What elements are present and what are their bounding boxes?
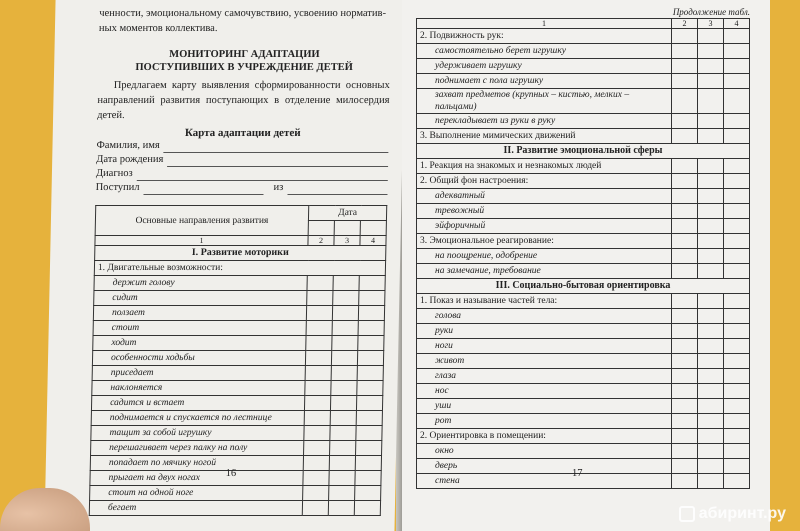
date-cell bbox=[672, 29, 698, 44]
table-row bbox=[91, 426, 382, 441]
item-label: захват предметов (крупных – кистью, мелких – пальцами) bbox=[417, 89, 672, 114]
date-cell bbox=[303, 471, 329, 486]
date-cell bbox=[357, 351, 383, 366]
category-label: 1. Реакция на знакомых и незнакомых людей bbox=[417, 159, 672, 174]
field-birth bbox=[96, 153, 388, 167]
item-label: держит голову bbox=[94, 276, 307, 291]
date-cell bbox=[698, 219, 724, 234]
table-row bbox=[417, 59, 750, 74]
date-cell bbox=[672, 384, 698, 399]
date-cell bbox=[331, 381, 357, 396]
date-cell bbox=[698, 264, 724, 279]
field-birth-line bbox=[167, 155, 388, 167]
date-cell bbox=[359, 291, 385, 306]
category-label: 2. Ориентировка в помещении: bbox=[417, 429, 672, 444]
item-label: дверь bbox=[417, 459, 672, 474]
adaptation-table-left bbox=[89, 205, 388, 516]
table-row bbox=[417, 44, 750, 59]
item-label: руки bbox=[417, 324, 672, 339]
adaptation-table-right bbox=[416, 18, 750, 489]
date-cell bbox=[672, 74, 698, 89]
date-cell bbox=[698, 354, 724, 369]
field-admitted-label: Поступил bbox=[95, 182, 140, 193]
date-cell bbox=[329, 456, 355, 471]
table-row bbox=[417, 74, 750, 89]
item-label: прыгает на двух ногах bbox=[90, 471, 303, 486]
item-label: стена bbox=[417, 474, 672, 489]
item-label: ползает bbox=[93, 306, 306, 321]
date-cell bbox=[304, 396, 330, 411]
date-cell bbox=[698, 234, 724, 249]
continuation-note: Продолжение табл. bbox=[672, 7, 750, 17]
date-cell bbox=[672, 399, 698, 414]
left-page bbox=[44, 0, 405, 531]
table-row bbox=[92, 351, 383, 366]
item-label: приседает bbox=[92, 366, 305, 381]
date-cell bbox=[724, 324, 750, 339]
date-cell bbox=[306, 336, 332, 351]
header-main: Основные направления развития bbox=[95, 206, 309, 236]
date-cell bbox=[672, 189, 698, 204]
date-cell bbox=[672, 429, 698, 444]
table-row bbox=[417, 189, 750, 204]
date-cell bbox=[330, 441, 356, 456]
date-cell bbox=[306, 321, 332, 336]
item-label: живот bbox=[417, 354, 672, 369]
date-cell bbox=[358, 306, 384, 321]
date-cell bbox=[307, 276, 333, 291]
date-cell bbox=[698, 414, 724, 429]
column-number-row bbox=[417, 19, 750, 29]
table-row bbox=[417, 234, 750, 249]
date-cell bbox=[724, 29, 750, 44]
date-cell bbox=[357, 366, 383, 381]
field-from-label: из bbox=[273, 182, 284, 193]
date-cell bbox=[305, 381, 331, 396]
item-label: эйфоричный bbox=[417, 219, 672, 234]
intro-paragraph: Предлагаем карту выявления сформированности основных направлений развития поступающих в отделение милосердия детей. bbox=[97, 80, 390, 121]
date-cell bbox=[724, 189, 750, 204]
item-label: голова bbox=[417, 309, 672, 324]
table-row bbox=[417, 174, 750, 189]
date-cell bbox=[332, 306, 358, 321]
date-cell bbox=[672, 249, 698, 264]
date-cell bbox=[724, 219, 750, 234]
date-cell bbox=[672, 234, 698, 249]
date-cell bbox=[672, 174, 698, 189]
date-cell bbox=[305, 351, 331, 366]
date-cell bbox=[698, 309, 724, 324]
date-cell bbox=[358, 321, 384, 336]
date-cell bbox=[724, 59, 750, 74]
item-label: адекватный bbox=[417, 189, 672, 204]
date-cell bbox=[724, 459, 750, 474]
column-number-row bbox=[95, 236, 386, 246]
date-cell bbox=[724, 384, 750, 399]
date-cell bbox=[698, 429, 724, 444]
table-row bbox=[417, 324, 750, 339]
date-cell bbox=[356, 411, 382, 426]
date-cell bbox=[331, 366, 357, 381]
date-cell bbox=[698, 29, 724, 44]
date-cell bbox=[355, 456, 381, 471]
column-number: 2 bbox=[672, 19, 698, 29]
date-cell bbox=[698, 369, 724, 384]
column-number: 1 bbox=[95, 236, 308, 246]
date-cell bbox=[698, 174, 724, 189]
date-cell bbox=[698, 444, 724, 459]
date-cell bbox=[330, 426, 356, 441]
table-row bbox=[417, 144, 750, 159]
section-row bbox=[95, 246, 386, 261]
date-cell bbox=[307, 291, 333, 306]
table-row bbox=[417, 264, 750, 279]
item-label: тащит за собой игрушку bbox=[91, 426, 304, 441]
date-cell bbox=[304, 426, 330, 441]
item-label: бегает bbox=[89, 501, 302, 516]
table-row bbox=[417, 29, 750, 44]
date-cell bbox=[724, 44, 750, 59]
table-row bbox=[91, 411, 382, 426]
date-cell bbox=[672, 204, 698, 219]
column-number: 4 bbox=[724, 19, 750, 29]
date-cell bbox=[698, 339, 724, 354]
field-from-line bbox=[287, 183, 388, 195]
date-cell bbox=[329, 471, 355, 486]
item-label: окно bbox=[417, 444, 672, 459]
date-cell bbox=[672, 59, 698, 74]
field-name bbox=[96, 139, 388, 153]
table-row bbox=[417, 279, 750, 294]
date-cell bbox=[331, 351, 357, 366]
date-cell bbox=[724, 429, 750, 444]
table-row bbox=[417, 204, 750, 219]
card-title: Карта адаптации детей bbox=[184, 127, 301, 139]
table-row bbox=[417, 459, 750, 474]
date-cell bbox=[305, 366, 331, 381]
table-row bbox=[417, 369, 750, 384]
table-row bbox=[417, 219, 750, 234]
table-row bbox=[417, 159, 750, 174]
date-cell bbox=[698, 294, 724, 309]
column-number: 4 bbox=[360, 236, 386, 246]
date-cell bbox=[724, 414, 750, 429]
date-cell bbox=[698, 89, 724, 114]
date-cell bbox=[698, 59, 724, 74]
date-cell bbox=[672, 459, 698, 474]
item-label: поднимает с пола игрушку bbox=[417, 74, 672, 89]
item-label: ходит bbox=[93, 336, 306, 351]
date-cell bbox=[724, 309, 750, 324]
date-cell bbox=[304, 411, 330, 426]
item-label: сидит bbox=[94, 291, 307, 306]
table-row bbox=[417, 429, 750, 444]
item-label: наклоняется bbox=[92, 381, 305, 396]
date-cell bbox=[672, 219, 698, 234]
date-cell bbox=[330, 396, 356, 411]
date-cell bbox=[672, 369, 698, 384]
page-number-left: 16 bbox=[225, 468, 237, 479]
date-cell bbox=[672, 324, 698, 339]
table-row bbox=[417, 294, 750, 309]
category-label: 3. Эмоциональное реагирование: bbox=[417, 234, 672, 249]
date-cell bbox=[698, 204, 724, 219]
date-cell bbox=[672, 159, 698, 174]
table-row bbox=[417, 399, 750, 414]
item-label: перешагивает через палку на полу bbox=[91, 441, 304, 456]
date-cell bbox=[724, 474, 750, 489]
date-cell bbox=[672, 264, 698, 279]
table-row bbox=[90, 486, 381, 501]
date-cell bbox=[359, 276, 385, 291]
item-label: стоит на одной ноге bbox=[90, 486, 303, 501]
item-label: тревожный bbox=[417, 204, 672, 219]
watermark-text: абиринт.ру bbox=[698, 505, 786, 522]
watermark bbox=[679, 505, 786, 523]
date-cell bbox=[356, 441, 382, 456]
item-label: попадает по мячику ногой bbox=[90, 456, 303, 471]
date-cell bbox=[698, 399, 724, 414]
table-row bbox=[417, 384, 750, 399]
date-cell bbox=[356, 426, 382, 441]
table-row bbox=[417, 414, 750, 429]
date-cell bbox=[329, 486, 355, 501]
item-label: поднимается и спускается по лестнице bbox=[91, 411, 304, 426]
date-cell bbox=[306, 306, 332, 321]
item-label: уши bbox=[417, 399, 672, 414]
date-cell bbox=[357, 381, 383, 396]
date-cell bbox=[698, 474, 724, 489]
right-page bbox=[402, 0, 770, 531]
date-cell bbox=[672, 339, 698, 354]
item-label: на поощрение, одобрение bbox=[417, 249, 672, 264]
intro-text: ченности, эмоциональному самочувствию, усвоению норматив- ных моментов коллектива. bbox=[98, 8, 387, 34]
date-cell bbox=[724, 234, 750, 249]
table-row bbox=[91, 396, 382, 411]
table-row bbox=[417, 444, 750, 459]
table-row bbox=[417, 354, 750, 369]
field-admitted-line bbox=[143, 183, 263, 195]
date-cell bbox=[724, 339, 750, 354]
header-date: Дата bbox=[308, 206, 386, 221]
header-date-col bbox=[308, 221, 334, 236]
date-cell bbox=[333, 291, 359, 306]
date-cell bbox=[358, 336, 384, 351]
item-label: особенности ходьбы bbox=[92, 351, 305, 366]
date-cell bbox=[355, 471, 381, 486]
column-number: 2 bbox=[308, 236, 334, 246]
item-label: удерживает игрушку bbox=[417, 59, 672, 74]
table-row bbox=[417, 309, 750, 324]
category-row bbox=[94, 261, 385, 276]
date-cell bbox=[302, 501, 328, 516]
item-label: садится и встает bbox=[91, 396, 304, 411]
table-row bbox=[92, 366, 383, 381]
date-cell bbox=[724, 89, 750, 114]
date-cell bbox=[672, 89, 698, 114]
date-cell bbox=[724, 204, 750, 219]
item-label: самостоятельно берет игрушку bbox=[417, 44, 672, 59]
table-row bbox=[93, 306, 384, 321]
date-cell bbox=[672, 414, 698, 429]
table-row bbox=[417, 89, 750, 114]
item-label: глаза bbox=[417, 369, 672, 384]
item-label: ноги bbox=[417, 339, 672, 354]
date-cell bbox=[698, 129, 724, 144]
date-cell bbox=[672, 309, 698, 324]
date-cell bbox=[672, 44, 698, 59]
category-label: 2. Общий фон настроения: bbox=[417, 174, 672, 189]
table-row bbox=[417, 474, 750, 489]
field-diagnosis-label: Диагноз bbox=[95, 168, 133, 179]
table-row bbox=[93, 321, 384, 336]
category-label: 3. Выполнение мимических движений bbox=[417, 129, 672, 144]
date-cell bbox=[303, 486, 329, 501]
date-cell bbox=[724, 264, 750, 279]
item-label: нос bbox=[417, 384, 672, 399]
date-cell bbox=[672, 354, 698, 369]
date-cell bbox=[724, 354, 750, 369]
section-heading-line1: МОНИТОРИНГ АДАПТАЦИИ bbox=[169, 49, 320, 60]
date-cell bbox=[724, 129, 750, 144]
date-cell bbox=[698, 249, 724, 264]
table-row bbox=[94, 291, 385, 306]
column-number: 3 bbox=[698, 19, 724, 29]
item-label: стоит bbox=[93, 321, 306, 336]
table-row bbox=[91, 441, 382, 456]
field-name-label: Фамилия, имя bbox=[96, 140, 160, 151]
page-number-right: 17 bbox=[572, 468, 583, 479]
field-birth-label: Дата рождения bbox=[96, 154, 164, 165]
table-row bbox=[92, 381, 383, 396]
field-admitted bbox=[95, 181, 387, 195]
category-label: 2. Подвижность рук: bbox=[417, 29, 672, 44]
column-number: 3 bbox=[334, 236, 360, 246]
date-cell bbox=[724, 159, 750, 174]
date-cell bbox=[354, 501, 380, 516]
table-row bbox=[417, 339, 750, 354]
date-cell bbox=[303, 456, 329, 471]
table-row bbox=[89, 501, 380, 516]
date-cell bbox=[332, 336, 358, 351]
date-cell bbox=[698, 189, 724, 204]
table-row bbox=[417, 249, 750, 264]
date-cell bbox=[698, 384, 724, 399]
date-cell bbox=[672, 444, 698, 459]
date-cell bbox=[698, 459, 724, 474]
item-label: на замечание, требование bbox=[417, 264, 672, 279]
date-cell bbox=[724, 369, 750, 384]
date-cell bbox=[698, 114, 724, 129]
field-name-line bbox=[164, 141, 389, 153]
date-cell bbox=[672, 294, 698, 309]
date-cell bbox=[356, 396, 382, 411]
date-cell bbox=[355, 486, 381, 501]
date-cell bbox=[698, 44, 724, 59]
date-cell bbox=[724, 249, 750, 264]
date-cell bbox=[672, 129, 698, 144]
labirint-logo-icon bbox=[679, 506, 695, 522]
table-row bbox=[94, 276, 385, 291]
section-title: III. Социально-бытовая ориентировка bbox=[417, 279, 750, 294]
date-cell bbox=[698, 324, 724, 339]
date-cell bbox=[724, 114, 750, 129]
date-cell bbox=[333, 276, 359, 291]
table-row bbox=[93, 336, 384, 351]
header-date-col bbox=[360, 221, 386, 236]
header-date-col bbox=[334, 221, 360, 236]
date-cell bbox=[330, 411, 356, 426]
date-cell bbox=[672, 474, 698, 489]
date-cell bbox=[332, 321, 358, 336]
section-title: I. Развитие моторики bbox=[95, 246, 386, 261]
date-cell bbox=[698, 74, 724, 89]
date-cell bbox=[698, 159, 724, 174]
field-diagnosis-line bbox=[137, 169, 388, 181]
section-heading-line2: ПОСТУПИВШИХ В УЧРЕЖДЕНИЕ ДЕТЕЙ bbox=[135, 62, 353, 73]
field-diagnosis bbox=[96, 167, 388, 181]
section-title: II. Развитие эмоциональной сферы bbox=[417, 144, 750, 159]
date-cell bbox=[672, 114, 698, 129]
table-header-row bbox=[95, 206, 386, 221]
date-cell bbox=[304, 441, 330, 456]
date-cell bbox=[724, 399, 750, 414]
date-cell bbox=[724, 294, 750, 309]
item-label: рот bbox=[417, 414, 672, 429]
column-number: 1 bbox=[417, 19, 672, 29]
item-label: перекладывает из руки в руку bbox=[417, 114, 672, 129]
date-cell bbox=[724, 74, 750, 89]
date-cell bbox=[724, 444, 750, 459]
table-row bbox=[417, 129, 750, 144]
date-cell bbox=[328, 501, 354, 516]
category-label: 1. Показ и называние частей тела: bbox=[417, 294, 672, 309]
date-cell bbox=[724, 174, 750, 189]
category-label: 1. Двигательные возможности: bbox=[94, 261, 385, 276]
table-row bbox=[417, 114, 750, 129]
